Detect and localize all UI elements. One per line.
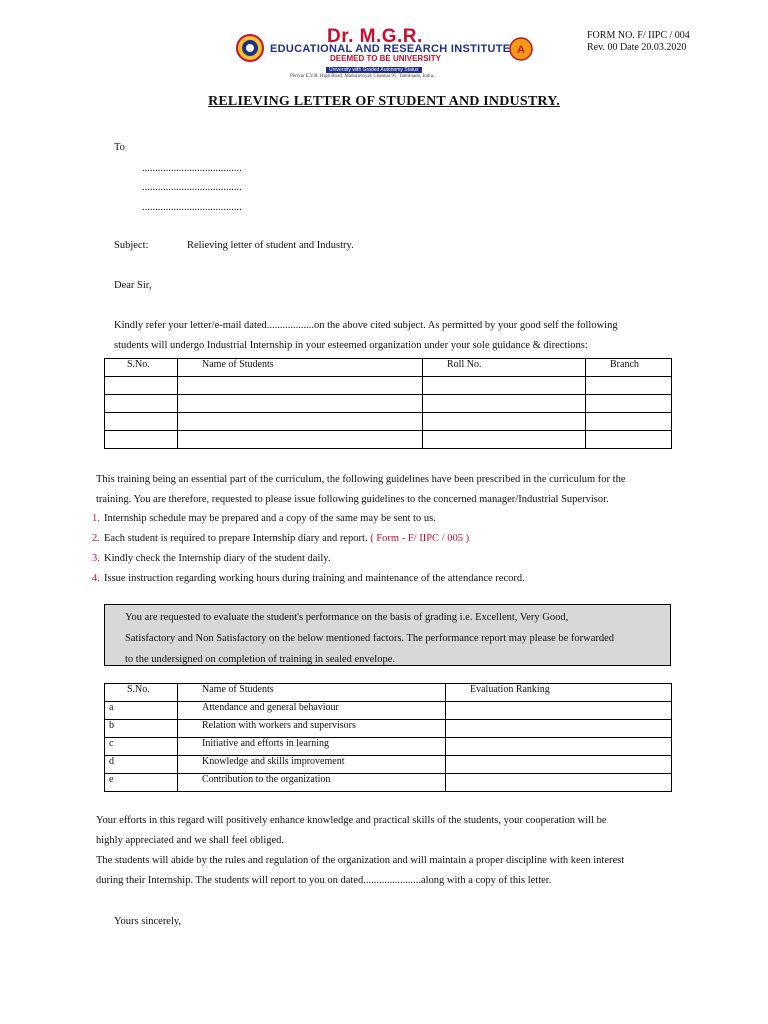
ranking-cell[interactable]: [446, 774, 672, 792]
page-title: RELIEVING LETTER OF STUDENT AND INDUSTRY.: [208, 94, 560, 109]
table-row: b Relation with workers and supervisors: [105, 720, 672, 738]
ranking-cell[interactable]: [446, 720, 672, 738]
institute-name: Dr. M.G.R.: [327, 26, 423, 47]
naac-grade: A: [517, 44, 525, 56]
students-table: [104, 358, 672, 449]
address-line-3: ......................................: [142, 202, 242, 213]
col-roll: Roll No.: [423, 359, 586, 377]
form-number: FORM NO. F/ IIPC / 004: [587, 30, 690, 41]
institute-status: University with Graded Autonomy Status: [326, 67, 422, 73]
ranking-cell[interactable]: [446, 756, 672, 774]
table-row: [105, 431, 672, 449]
closing-line-4: during their Internship. The students will report to you on dated......................along with a copy of this letter.: [96, 875, 552, 886]
col-ranking: Evaluation Ranking: [446, 684, 672, 702]
address-line-1: ......................................: [142, 163, 242, 174]
closing-paragraph: [96, 811, 676, 891]
eval-line-3: to the undersigned on completion of training in sealed envelope.: [125, 654, 396, 665]
intro-paragraph: [114, 316, 674, 356]
guideline-item: 2. Each student is required to prepare Internship diary and report. ( Form - F/ IIPC / 005 ): [92, 533, 470, 544]
subject-text: Relieving letter of student and Industry.: [187, 240, 354, 251]
table-row: c Initiative and efforts in learning: [105, 738, 672, 756]
guidelines-line-1: This training being an essential part of the curriculum, the following guidelines have been prescribed in the curriculum for the: [96, 474, 626, 485]
salutation: Dear Sir,: [114, 280, 152, 291]
intro-line-2: students will undergo Industrial Internship in your esteemed organization under your sole guidance & directions:: [114, 340, 588, 351]
evaluation-table-header: [105, 684, 672, 702]
table-row: d Knowledge and skills improvement: [105, 756, 672, 774]
intro-line-1: Kindly refer your letter/e-mail dated..................on the above cited subject. As permitted by your good self the following: [114, 320, 618, 331]
table-row: [105, 377, 672, 395]
institute-emblem-icon: [236, 34, 264, 62]
table-row: e Contribution to the organization: [105, 774, 672, 792]
subject-label: Subject:: [114, 240, 149, 251]
form-reference: [587, 30, 690, 54]
guidelines-list: [92, 509, 682, 589]
address-line-2: ......................................: [142, 182, 242, 193]
institute-address: Periyar E.V.R. High Road, Maduravoyal, Chennai 95. Tamilnadu, India.: [290, 74, 435, 79]
col-branch: Branch: [586, 359, 672, 377]
guidelines-line-2: training. You are therefore, requested to please issue following guidelines to the concerned manager/Industrial Supervisor.: [96, 494, 609, 505]
students-table-header: [105, 359, 672, 377]
form-reference-005: ( Form - F/ IIPC / 005 ): [370, 533, 470, 544]
eval-line-2: Satisfactory and Non Satisfactory on the below mentioned factors. The performance report may please be forwarded: [125, 633, 615, 644]
deemed-university-label: DEEMED TO BE UNIVERSITY: [330, 54, 441, 63]
guideline-item: 4. Issue instruction regarding working hours during training and maintenance of the attendance record.: [92, 573, 525, 584]
col-name: Name of Students: [178, 359, 423, 377]
table-row: [105, 413, 672, 431]
closing-line-1: Your efforts in this regard will positively enhance knowledge and practical skills of the students, your cooperation will be: [96, 815, 607, 826]
table-row: a Attendance and general behaviour: [105, 702, 672, 720]
institute-full-name: EDUCATIONAL AND RESEARCH INSTITUTE: [270, 43, 511, 55]
ranking-cell[interactable]: [446, 738, 672, 756]
guidelines-intro: [96, 470, 676, 510]
evaluation-instructions-box: [104, 604, 671, 666]
evaluation-table: [104, 683, 672, 792]
closing-line-3: The students will abide by the rules and regulation of the organization and will maintain a proper discipline with keen interest: [96, 855, 625, 866]
guideline-item: 3. Kindly check the Internship diary of the student daily.: [92, 553, 331, 564]
col-sno: S.No.: [105, 359, 178, 377]
to-label: To: [114, 142, 125, 153]
ranking-cell[interactable]: [446, 702, 672, 720]
sign-off: Yours sincerely,: [114, 916, 182, 927]
eval-line-1: You are requested to evaluate the student's performance on the basis of grading i.e. Excellent, Very Good,: [125, 612, 569, 623]
col-name: Name of Students: [178, 684, 446, 702]
closing-line-2: highly appreciated and we shall feel obliged.: [96, 835, 285, 846]
guideline-item: 1. Internship schedule may be prepared and a copy of the same may be sent to us.: [92, 513, 436, 524]
table-row: [105, 395, 672, 413]
col-sno: S.No.: [105, 684, 178, 702]
naac-grade-icon: [509, 37, 533, 61]
form-revision: Rev. 00 Date 20.03.2020: [587, 42, 687, 53]
